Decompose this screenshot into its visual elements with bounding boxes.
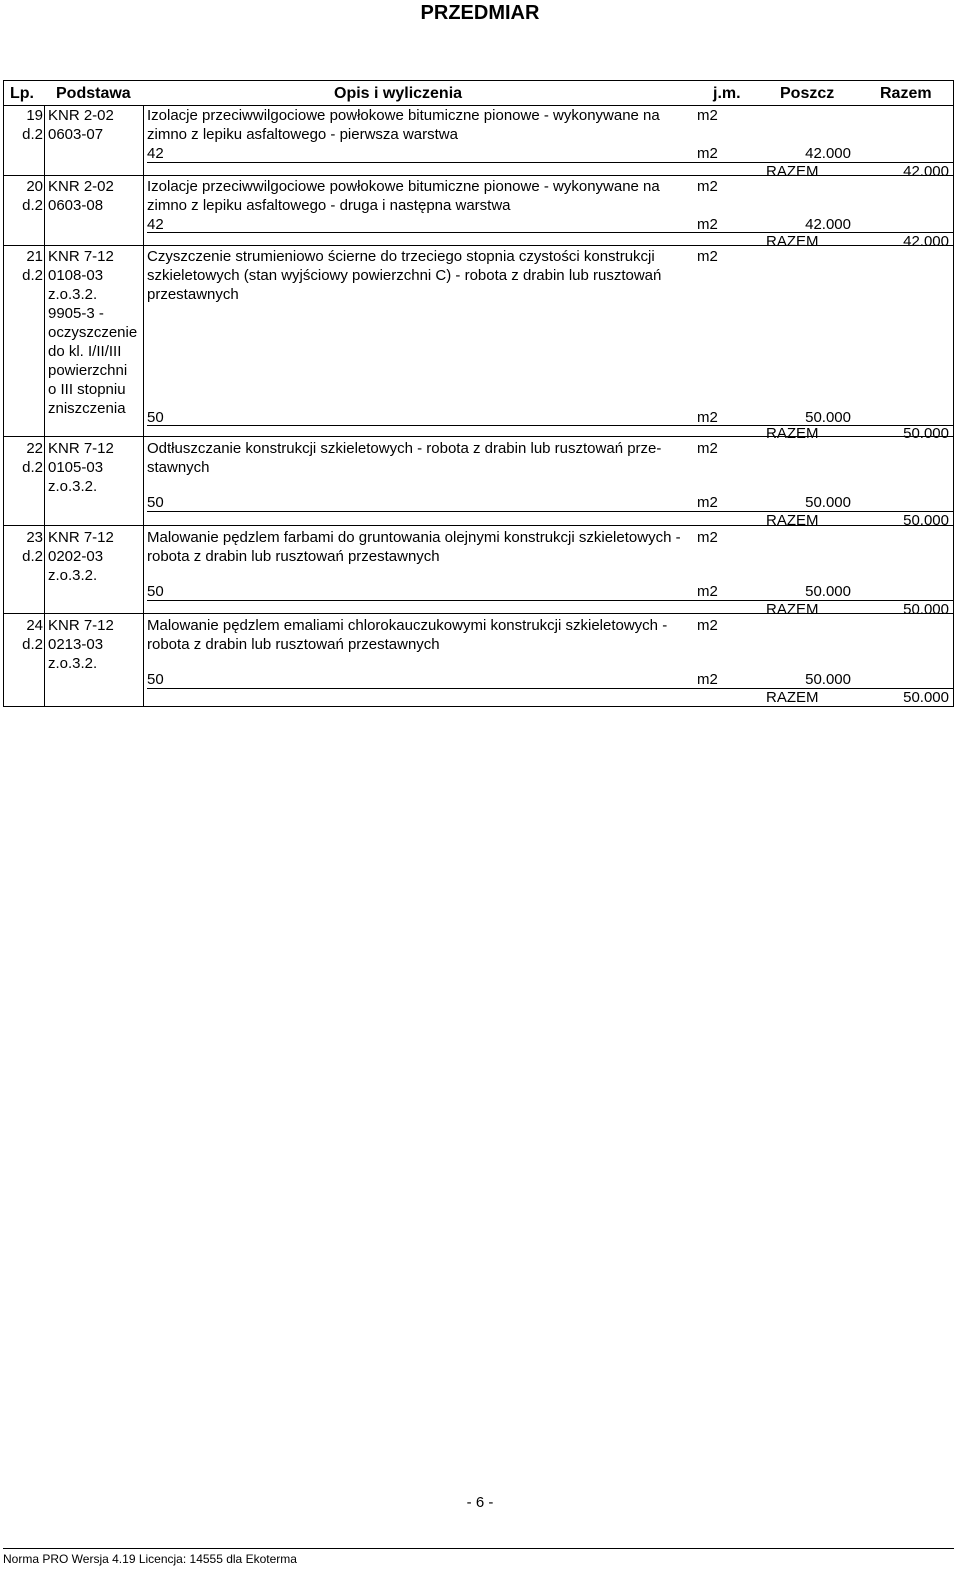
row-quantity: 42 <box>147 216 164 233</box>
row-podstawa: z.o.3.2. <box>48 567 98 584</box>
row-podstawa: 0213-03 <box>48 636 104 653</box>
row-quantity-unit: m2 <box>697 216 718 233</box>
row-poszcz: 42.000 <box>805 216 851 233</box>
row-podstawa: zniszczenia <box>48 400 126 417</box>
razem-value: 50.000 <box>903 425 949 442</box>
header-poszcz: Poszcz <box>780 85 835 102</box>
row-quantity-unit: m2 <box>697 583 718 600</box>
row-podstawa: KNR 7-12 <box>48 248 114 265</box>
row-lp: 19 <box>26 107 43 124</box>
row-lp-ref: d.2 <box>22 459 43 476</box>
row-podstawa: 0108-03 <box>48 267 104 284</box>
row-podstawa: 0603-07 <box>48 126 104 143</box>
row-quantity-unit: m2 <box>697 409 718 426</box>
row-podstawa: KNR 7-12 <box>48 440 114 457</box>
table-row <box>4 436 953 529</box>
razem-divider <box>147 511 953 512</box>
table-row <box>4 105 953 180</box>
row-podstawa: z.o.3.2. <box>48 286 98 303</box>
row-unit: m2 <box>697 178 718 195</box>
row-lp: 23 <box>26 529 43 546</box>
przedmiar-table <box>3 80 954 707</box>
row-description: Malowanie pędzlem farbami do gruntowania olejnymi konstrukcji szkieletowych - robota z drabin lub rusztowań przestawnych <box>147 529 681 565</box>
row-poszcz: 50.000 <box>805 583 851 600</box>
row-divider <box>4 525 953 526</box>
row-quantity: 50 <box>147 671 164 688</box>
row-lp: 24 <box>26 617 43 634</box>
row-podstawa: KNR 2-02 <box>48 107 114 124</box>
row-unit: m2 <box>697 617 718 634</box>
row-lp-ref: d.2 <box>22 126 43 143</box>
row-unit: m2 <box>697 529 718 546</box>
row-unit: m2 <box>697 107 718 124</box>
header-razem: Razem <box>880 85 932 102</box>
row-poszcz: 50.000 <box>805 671 851 688</box>
table-header <box>4 81 953 106</box>
razem-divider <box>147 600 953 601</box>
row-podstawa: KNR 2-02 <box>48 178 114 195</box>
page-number: - 6 - <box>466 1494 494 1511</box>
razem-label: RAZEM <box>766 512 819 529</box>
row-podstawa: do kl. I/II/III <box>48 343 122 360</box>
razem-label: RAZEM <box>766 601 819 618</box>
document-title: PRZEDMIAR <box>420 2 540 24</box>
footer-divider <box>3 1548 954 1549</box>
header-podstawa: Podstawa <box>56 85 131 102</box>
razem-value: 42.000 <box>903 233 949 250</box>
row-divider <box>4 245 953 246</box>
razem-value: 42.000 <box>903 163 949 180</box>
razem-value: 50.000 <box>903 601 949 618</box>
razem-value: 50.000 <box>903 512 949 529</box>
header-lp: Lp. <box>10 85 34 102</box>
row-poszcz: 50.000 <box>805 494 851 511</box>
row-podstawa: KNR 7-12 <box>48 529 114 546</box>
row-divider <box>4 175 953 176</box>
footer-license: Norma PRO Wersja 4.19 Licencja: 14555 dla Ekoterma <box>3 1552 297 1566</box>
row-podstawa: powierzchni <box>48 362 128 379</box>
razem-divider <box>147 688 953 689</box>
table-row <box>4 175 953 250</box>
row-poszcz: 42.000 <box>805 145 851 162</box>
row-divider <box>4 436 953 437</box>
header-opis: Opis i wyliczenia <box>334 85 463 102</box>
row-unit: m2 <box>697 248 718 265</box>
row-lp-ref: d.2 <box>22 267 43 284</box>
row-lp-ref: d.2 <box>22 548 43 565</box>
row-description: Izolacje przeciwwilgociowe powłokowe bitumiczne pionowe - wykonywane na zimno z lepiku asfaltowego - pierwsza warstwa <box>147 107 660 143</box>
row-quantity: 50 <box>147 494 164 511</box>
row-description: Czyszczenie strumieniowo ścierne do trzeciego stopnia czystości konstrukcji szkieletowych (stan wyjściowy powierzchni C) - robota z drabin lub rusztowań przestawnych <box>147 248 662 303</box>
table-row <box>4 613 953 706</box>
row-description: Odtłuszczanie konstrukcji szkieletowych - robota z drabin lub rusztowań prze-stawnych <box>147 440 662 476</box>
row-podstawa: 9905-3 - <box>48 305 104 322</box>
row-quantity-unit: m2 <box>697 145 718 162</box>
row-podstawa: 0202-03 <box>48 548 104 565</box>
table-row <box>4 245 953 441</box>
header-jm: j.m. <box>713 85 741 102</box>
row-divider <box>4 613 953 614</box>
razem-divider <box>147 425 953 426</box>
row-description: Izolacje przeciwwilgociowe powłokowe bitumiczne pionowe - wykonywane na zimno z lepiku asfaltowego - druga i następna warstwa <box>147 178 660 214</box>
row-lp: 21 <box>26 248 43 265</box>
row-quantity: 50 <box>147 583 164 600</box>
razem-divider <box>147 162 953 163</box>
row-quantity: 42 <box>147 145 164 162</box>
razem-label: RAZEM <box>766 689 819 706</box>
razem-label: RAZEM <box>766 163 819 180</box>
row-podstawa: 0105-03 <box>48 459 104 476</box>
row-podstawa: KNR 7-12 <box>48 617 114 634</box>
razem-divider <box>147 232 953 233</box>
row-podstawa: z.o.3.2. <box>48 655 98 672</box>
row-description: Malowanie pędzlem emaliami chlorokauczukowymi konstrukcji szkieletowych - robota z drabin lub rusztowań przestawnych <box>147 617 668 653</box>
row-podstawa: z.o.3.2. <box>48 478 98 495</box>
row-lp-ref: d.2 <box>22 197 43 214</box>
row-quantity: 50 <box>147 409 164 426</box>
row-unit: m2 <box>697 440 718 457</box>
row-lp: 20 <box>26 178 43 195</box>
table-row <box>4 525 953 618</box>
razem-value: 50.000 <box>903 689 949 706</box>
row-poszcz: 50.000 <box>805 409 851 426</box>
razem-label: RAZEM <box>766 425 819 442</box>
row-podstawa: oczyszczenie <box>48 324 138 341</box>
row-podstawa: o III stopniu <box>48 381 126 398</box>
row-quantity-unit: m2 <box>697 494 718 511</box>
row-quantity-unit: m2 <box>697 671 718 688</box>
row-podstawa: 0603-08 <box>48 197 104 214</box>
razem-label: RAZEM <box>766 233 819 250</box>
row-lp: 22 <box>26 440 43 457</box>
row-lp-ref: d.2 <box>22 636 43 653</box>
